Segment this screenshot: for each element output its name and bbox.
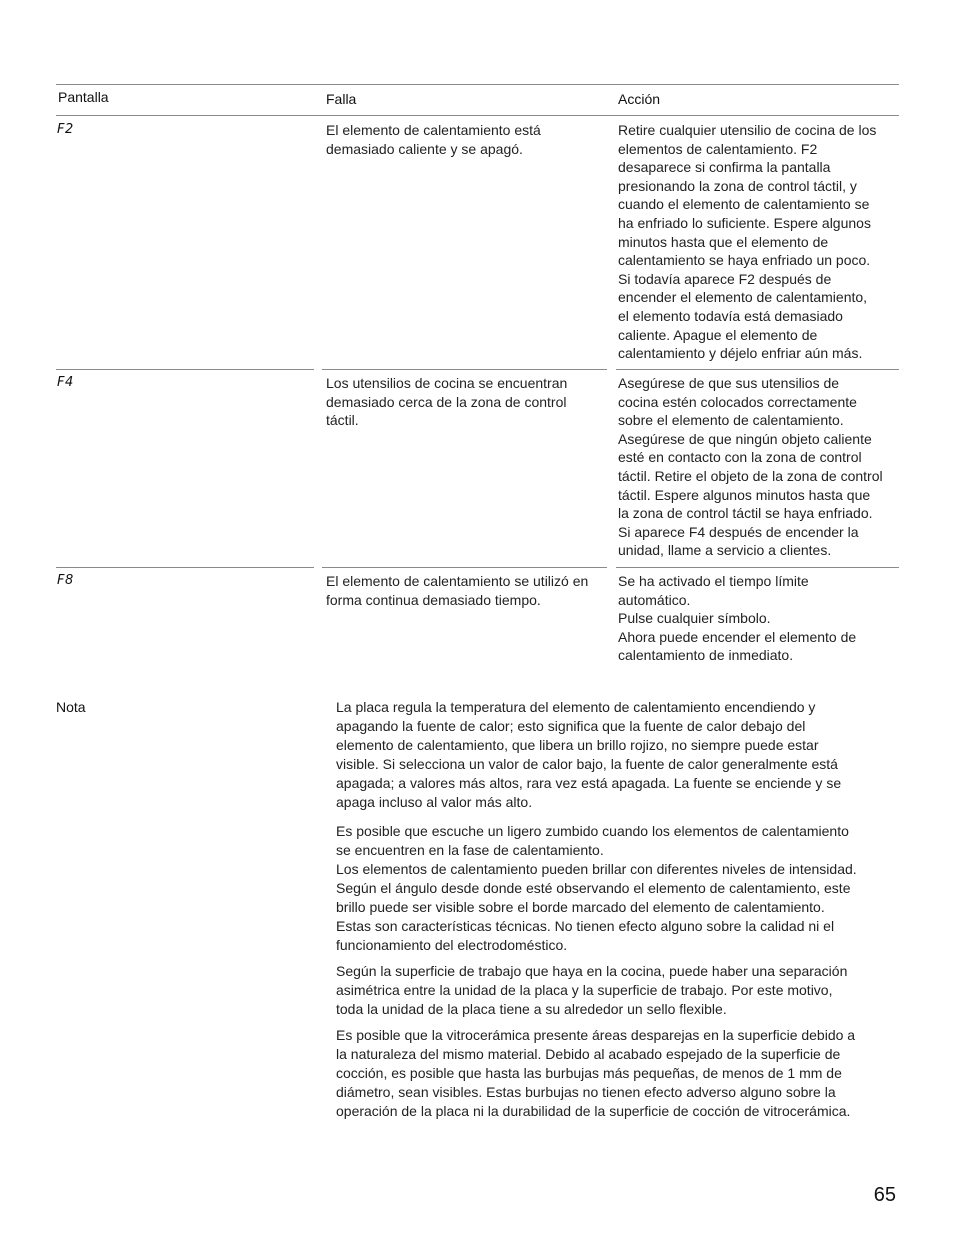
- falla-cell-f8: [326, 572, 588, 609]
- row-rule-1a: [56, 369, 314, 370]
- text-line: Retire cualquier utensilio de cocina de los: [618, 122, 877, 138]
- text-line: Es posible que la vitrocerámica presente áreas desparejas en la superficie debido a: [336, 1027, 856, 1043]
- text-line: Es posible que escuche un ligero zumbido cuando los elementos de calentamiento: [336, 823, 849, 839]
- row-rule-2c: [616, 567, 899, 568]
- text-line: apagada; a valores más altos, rara vez está apagada. La fuente se enciende y se: [336, 775, 842, 791]
- accion-cell-f4: [618, 374, 883, 560]
- text-line: la zona de control táctil se haya enfriado.: [618, 505, 873, 522]
- text-line: esté en contacto con la zona de control: [618, 449, 862, 466]
- text-line: calentamiento se haya enfriado un poco.: [618, 252, 871, 269]
- text-line: cuando el elemento de calentamiento se: [618, 196, 870, 213]
- text-line: Asegúrese de que sus utensilios de: [618, 375, 840, 391]
- table-top-rule: [56, 84, 899, 85]
- text-line: táctil.: [326, 412, 359, 429]
- text-line: Se ha activado el tiempo límite: [618, 573, 809, 589]
- text-line: minutos hasta que el elemento de: [618, 233, 829, 250]
- text-line: presionando la zona de control táctil, y: [618, 177, 857, 194]
- accion-cell-f8: [618, 572, 856, 665]
- text-line: Los elementos de calentamiento pueden brillar con diferentes niveles de intensidad.: [336, 861, 857, 877]
- text-line: apagando la fuente de calor; esto significa que la fuente de calor debajo del: [336, 718, 806, 734]
- text-line: ha enfriado lo suficiente. Espere algunos: [618, 214, 871, 231]
- header-pantalla: Pantalla: [58, 89, 109, 105]
- text-line: automático.: [618, 591, 691, 608]
- nota-paragraph-2: [336, 822, 906, 955]
- text-line: cocción, es posible que hasta las burbujas más pequeñas, de menos de 1 mm de: [336, 1065, 842, 1081]
- text-line: se encuentren en la fase de calentamiento.: [336, 842, 604, 858]
- text-line: El elemento de calentamiento se utilizó en: [326, 573, 589, 589]
- header-accion: Acción: [618, 91, 661, 107]
- text-line: operación de la placa ni la durabilidad de la superficie de cocción de vitrocerámica.: [336, 1103, 851, 1119]
- text-line: calentamiento y déjelo enfriar aún más.: [618, 345, 863, 362]
- nota-paragraph-1: [336, 698, 906, 812]
- text-line: táctil. Espere algunos minutos hasta que: [618, 486, 871, 503]
- display-code-f2: F2: [57, 122, 74, 137]
- text-line: caliente. Apague el elemento de: [618, 326, 818, 343]
- text-line: Según la superficie de trabajo que haya en la cocina, puede haber una separación: [336, 963, 848, 979]
- nota-label: Nota: [56, 699, 86, 715]
- row-rule-2a: [56, 567, 314, 568]
- text-line: Pulse cualquier símbolo.: [618, 610, 771, 627]
- text-line: cocina estén colocados correctamente: [618, 393, 857, 410]
- accion-cell-f2: [618, 121, 876, 363]
- text-line: toda la unidad de la placa tiene a su alrededor un sello flexible.: [336, 1001, 727, 1017]
- text-line: forma continua demasiado tiempo.: [326, 591, 541, 608]
- text-line: elemento de calentamiento, que libera un brillo rojizo, no siempre puede estar: [336, 737, 819, 753]
- text-line: encender el elemento de calentamiento,: [618, 289, 868, 306]
- display-code-f8: F8: [57, 573, 74, 588]
- row-rule-2b: [322, 567, 607, 568]
- text-line: elementos de calentamiento. F2: [618, 140, 818, 157]
- text-line: el elemento todavía está demasiado: [618, 307, 843, 324]
- text-line: funcionamiento del electrodoméstico.: [336, 937, 568, 953]
- text-line: Según el ángulo desde donde esté observando el elemento de calentamiento, este: [336, 880, 851, 896]
- text-line: visible. Si selecciona un valor de calor bajo, la fuente de calor generalmente está: [336, 756, 838, 772]
- text-line: Los utensilios de cocina se encuentran: [326, 375, 568, 391]
- text-line: desaparece si confirma la pantalla: [618, 159, 831, 176]
- page-number: 65: [873, 1184, 896, 1206]
- nota-paragraph-3: [336, 962, 906, 1019]
- falla-cell-f4: [326, 374, 567, 430]
- text-line: Si todavía aparece F2 después de: [618, 270, 832, 287]
- text-line: diámetro, sean visibles. Estas burbujas no tienen efecto adverso alguno sobre la: [336, 1084, 836, 1100]
- text-line: demasiado caliente y se apagó.: [326, 140, 523, 157]
- row-rule-1c: [616, 369, 899, 370]
- text-line: unidad, llame a servicio a clientes.: [618, 542, 832, 559]
- text-line: brillo puede ser visible sobre el borde marcado del elemento de calentamiento.: [336, 899, 825, 915]
- text-line: sobre el elemento de calentamiento.: [618, 412, 844, 429]
- header-bottom-rule: [56, 115, 899, 116]
- display-code-f4: F4: [57, 375, 74, 390]
- text-line: calentamiento de inmediato.: [618, 647, 794, 664]
- nota-paragraph-4: [336, 1026, 906, 1121]
- header-falla: Falla: [326, 91, 357, 107]
- row-rule-1b: [322, 369, 607, 370]
- text-line: apaga incluso al valor más alto.: [336, 794, 533, 810]
- text-line: Asegúrese de que ningún objeto caliente: [618, 430, 872, 447]
- text-line: demasiado cerca de la zona de control: [326, 393, 567, 410]
- text-line: táctil. Retire el objeto de la zona de control: [618, 467, 883, 484]
- text-line: Si aparece F4 después de encender la: [618, 523, 859, 540]
- text-line: Ahora puede encender el elemento de: [618, 628, 857, 645]
- falla-cell-f2: [326, 121, 541, 158]
- text-line: la naturaleza del mismo material. Debido al acabado espejado de la superficie de: [336, 1046, 841, 1062]
- text-line: El elemento de calentamiento está: [326, 122, 541, 138]
- text-line: Estas son características técnicas. No tienen efecto alguno sobre la calidad ni el: [336, 918, 835, 934]
- text-line: La placa regula la temperatura del elemento de calentamiento encendiendo y: [336, 699, 816, 715]
- text-line: asimétrica entre la unidad de la placa y la superficie de trabajo. Por este motivo,: [336, 982, 833, 998]
